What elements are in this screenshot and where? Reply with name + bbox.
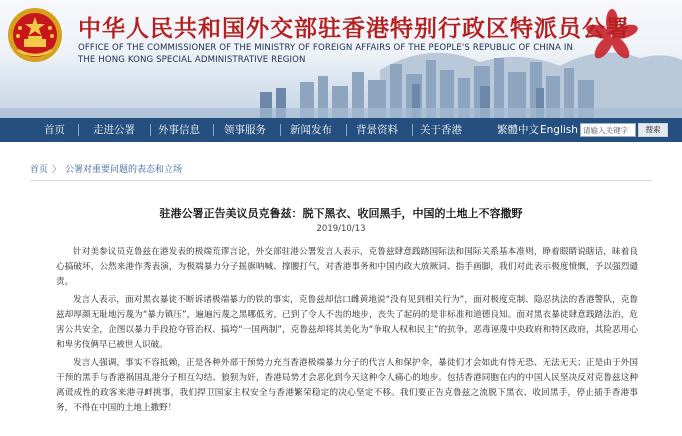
site-title-en-line2: THE HONG KONG SPECIAL ADMINISTRATIVE REGION — [78, 55, 306, 65]
nav-separator — [78, 124, 79, 136]
nav-item-background[interactable]: 背景资料 — [356, 124, 398, 136]
breadcrumb-current-link[interactable]: 公署对重要问题的表态和立场 — [65, 165, 183, 175]
article-body — [56, 245, 638, 419]
search-button[interactable]: 搜索 — [638, 123, 668, 137]
nav-separator — [412, 124, 413, 136]
nav-separator — [346, 124, 347, 136]
nav-item-home[interactable]: 首页 — [44, 124, 65, 136]
site-title-en — [78, 42, 573, 66]
nav-item-press[interactable]: 新闻发布 — [290, 124, 332, 136]
nav-english-link[interactable]: English — [540, 124, 578, 136]
breadcrumb-divider — [30, 180, 652, 181]
nav-traditional-chinese-link[interactable]: 繁體中文 — [497, 124, 539, 136]
article-paragraph: 针对美参议员克鲁兹在港发表的极端荒谬言论，外交部驻港公署发言人表示，克鲁兹肆意践踏国际法和国际关系基本准则，睁着眼睛说瞎话，昧着良心搞破坏，公然来港作秀表演，为极端暴力分子摇旗呐喊、撑腰打气，对香港事务和中国内政大放厥词、指手画脚，我们对此表示极度愤慨，予以强烈谴责。 — [56, 247, 638, 287]
site-title-cn: 中华人民共和国外交部驻香港特别行政区特派员公署 — [78, 15, 630, 42]
breadcrumb-home-link[interactable]: 首页 — [30, 165, 49, 175]
article-paragraph: 发言人强调，事实不容抵赖，正是各种外部干预势力充当香港极端暴力分子的代言人和保护伞，暴徒们才会如此有恃无恐、无法无天；正是由于外国干预的黑手与香港祸国乱港分子相互勾结、狼狈为奸，香港局势才会恶化到今天这种令人痛心的地步。包括香港同胞在内的中国人民坚决反对克鲁兹这种离谎成性的政客来港寻衅挑事，我们捍卫国家主权安全与香港繁荣稳定的决心坚定不移。我们要正告克鲁兹之流脱下黑衣、收回黑手，停止插手香港事务，不得在中国的土地上撒野！ — [56, 358, 638, 413]
header-banner — [0, 0, 682, 118]
nav-separator — [150, 124, 151, 136]
breadcrumb — [30, 162, 182, 175]
article-title: 驻港公署正告美议员克鲁兹：脱下黑衣、收回黑手，中国的土地上不容撒野 — [159, 207, 523, 220]
breadcrumb-separator: 〉 — [52, 165, 62, 175]
nav-separator — [213, 124, 214, 136]
nav-item-hong-kong[interactable]: 关于香港 — [420, 124, 462, 136]
site-title-en-line1: OFFICE OF THE COMMISSIONER OF THE MINISTRY OF FOREIGN AFFAIRS OF THE PEOPLE'S REPUBLIC OF CHINA IN — [78, 43, 574, 53]
main-nav-bar — [0, 118, 682, 142]
national-emblem-icon — [6, 6, 64, 64]
article-date: 2019/10/13 — [316, 224, 366, 234]
nav-item-about[interactable]: 走进公署 — [93, 124, 135, 136]
nav-item-foreign-affairs[interactable]: 外事信息 — [158, 124, 200, 136]
nav-separator — [280, 124, 281, 136]
search-input[interactable] — [580, 123, 636, 137]
article-paragraph: 发言人表示，面对黑衣暴徒不断诉诸极端暴力的铁的事实，克鲁兹却信口雌黄地说“没有见到相关行为”，面对极度克制、隐忍执法的香港警队，克鲁兹却厚颜无耻地污蔑为“暴力镇压”，遍遍污蔑之黑哪低劣，已到了令人不齿的地步，丧失了起码的是非标准和道德良知。面对黑衣暴徒肆意践踏法治，危害公共安全，企图以暴力手段抢夺管治权、搞垮“一国两制”，克鲁兹却将其美化为“争取人权和民主”的抗争，恶毒诬蔑中央政府和特区政府，其险恶用心和卑劣伎俩早已被世人识破。 — [56, 295, 638, 350]
nav-item-consular[interactable]: 领事服务 — [224, 124, 266, 136]
